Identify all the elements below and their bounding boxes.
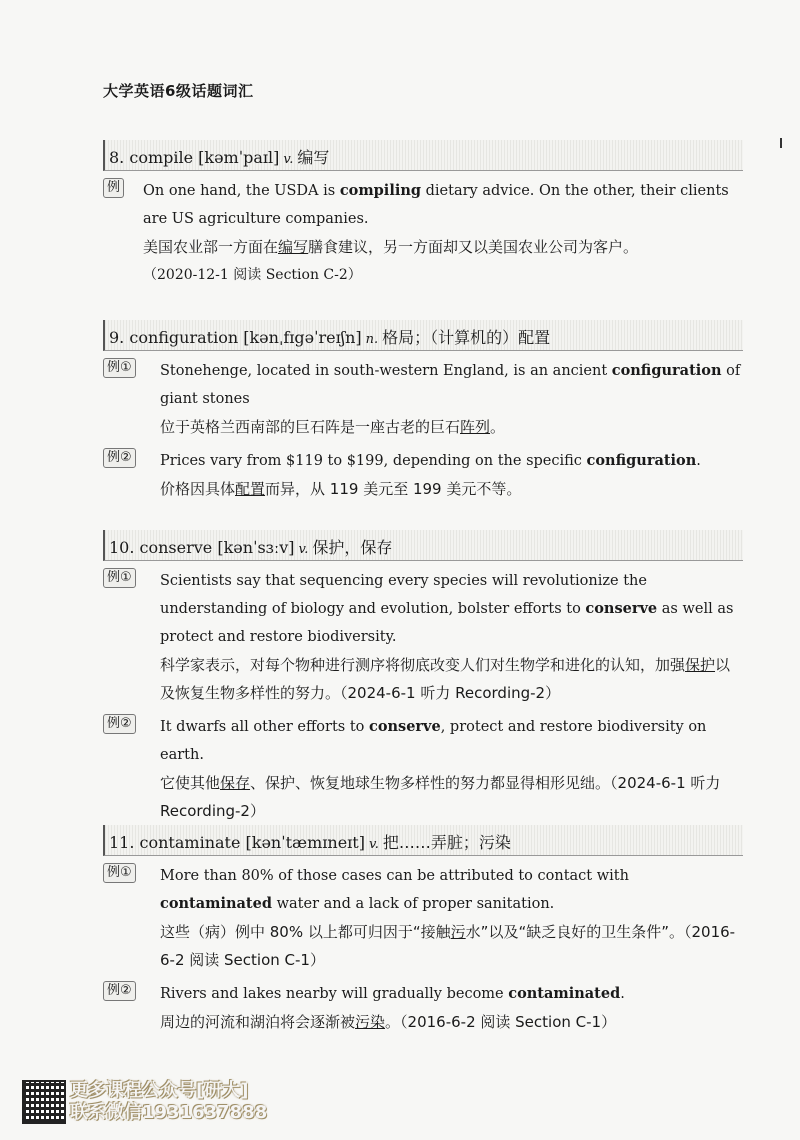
footer-line2: 联系微信1931637888: [70, 1102, 268, 1123]
example-chinese: [160, 918, 743, 974]
en-text: .: [696, 453, 701, 469]
zh-text: 膳食建议，另一方面却又以美国农业公司为客户。: [308, 238, 639, 256]
entry-heading-bar: [103, 825, 743, 856]
en-text: dietary advice. On the other, their clients are US agriculture companies.: [143, 183, 729, 227]
example-chinese: [160, 769, 743, 825]
part-of-speech: v.: [368, 837, 379, 852]
example-english: [160, 567, 743, 651]
vocab-entry: [103, 320, 743, 503]
zh-text: 价格因具体: [160, 480, 236, 498]
en-text: .: [620, 986, 625, 1002]
example: [103, 862, 743, 974]
zh-text: 周边的河流和湖泊将会逐渐被: [160, 1013, 356, 1031]
zh-text: 。（2016-6-2 阅读 Section C-1）: [385, 1013, 617, 1031]
example-tag: 例②: [103, 448, 136, 468]
example-english: [160, 357, 743, 413]
headword: 8. compile [kəmˈpaɪl]: [109, 148, 280, 167]
meaning: 编写: [297, 148, 330, 167]
page-header: 大学英语6级话题词汇: [103, 82, 254, 100]
example-tag: 例: [103, 178, 124, 198]
en-text: Stonehenge, located in south-western England, is an ancient: [160, 363, 612, 379]
example: [103, 567, 743, 707]
example: [103, 177, 743, 289]
keyword: configuration: [586, 452, 697, 469]
zh-keyword: 编写: [278, 238, 309, 256]
keyword: contaminated: [508, 985, 621, 1002]
vocab-entry: [103, 140, 743, 289]
footer-watermark: [22, 1080, 267, 1124]
example-tag: 例①: [103, 863, 136, 883]
example-tag: 例①: [103, 358, 136, 378]
zh-text: 科学家表示，对每个物种进行测序将彻底改变人们对生物学和进化的认知，加强: [160, 656, 686, 674]
zh-text: 而异，从 119 美元至 199 美元不等。: [265, 480, 522, 498]
vocab-entry: [103, 825, 743, 1036]
en-text: It dwarfs all other efforts to: [160, 719, 369, 735]
zh-text: 这些（病）例中 80% 以上都可归因于“接触: [160, 923, 451, 941]
example-english: [160, 980, 743, 1008]
example-chinese: [160, 413, 743, 441]
margin-mark: [780, 138, 782, 148]
zh-text: 水”以及“缺乏良好的卫生条件”。（2016-6-2 阅读 Section C-1）: [160, 923, 736, 969]
meaning: 格局；（计算机的）配置: [382, 328, 551, 347]
keyword: contaminated: [160, 895, 272, 912]
entry-heading-bar: [103, 530, 743, 561]
part-of-speech: n.: [365, 332, 379, 347]
example-english: [160, 862, 743, 918]
example-tag: 例②: [103, 981, 136, 1001]
en-text: as well as protect and restore biodiversity.: [160, 601, 734, 645]
footer-line1: 更多课程公众号[研大]: [70, 1080, 249, 1101]
entry-heading-bar: [103, 320, 743, 351]
entry-heading-bar: [103, 140, 743, 171]
meaning: 把……弄脏；污染: [382, 833, 511, 852]
example-english: [143, 177, 743, 233]
zh-text: 它使其他: [160, 774, 221, 792]
keyword: configuration: [611, 362, 722, 379]
zh-text: 位于英格兰西南部的巨石阵是一座古老的巨石: [160, 418, 461, 436]
headword: 11. contaminate [kənˈtæmɪneɪt]: [109, 833, 365, 852]
zh-keyword: 保存: [220, 774, 251, 792]
part-of-speech: v.: [283, 152, 294, 167]
part-of-speech: v.: [298, 542, 309, 557]
example-tag: 例②: [103, 714, 136, 734]
zh-keyword: 阵列: [460, 418, 491, 436]
headword: 10. conserve [kənˈsɜːv]: [109, 538, 295, 557]
keyword: conserve: [585, 600, 658, 617]
zh-text: 以及恢复生物多样性的努力。（2024-6-1 听力 Recording-2）: [160, 656, 731, 702]
example: [103, 980, 743, 1036]
en-text: , protect and restore biodiversity on earth.: [160, 719, 707, 763]
zh-keyword: 污: [450, 923, 466, 941]
en-text: Scientists say that sequencing every species will revolutionize the understanding of biology and evolution, bolster efforts to: [160, 573, 647, 617]
en-text: On one hand, the USDA is: [143, 183, 340, 199]
zh-keyword: 污染: [355, 1013, 386, 1031]
example-english: [160, 713, 743, 769]
vocab-entry: [103, 530, 743, 825]
headword: 9. configuration [kənˌfɪgəˈreɪʃn]: [109, 328, 362, 347]
en-text: Rivers and lakes nearby will gradually become: [160, 986, 509, 1002]
example-english: [160, 447, 743, 475]
en-text: More than 80% of those cases can be attributed to contact with: [160, 868, 629, 884]
example: [103, 447, 743, 503]
example: [103, 713, 743, 825]
keyword: conserve: [368, 718, 441, 735]
qr-code-icon: [22, 1080, 66, 1124]
zh-text: 、保护、恢复地球生物多样性的努力都显得相形见绌。（2024-6-1 听力 Recording-2）: [160, 774, 721, 820]
example-chinese: [160, 651, 743, 707]
example-chinese: [160, 1008, 743, 1036]
example: [103, 357, 743, 441]
zh-keyword: 保护: [685, 656, 716, 674]
example-chinese: [143, 233, 743, 261]
zh-text: 美国农业部一方面在: [143, 238, 279, 256]
keyword: compiling: [339, 182, 422, 199]
zh-text: 。: [490, 418, 506, 436]
zh-keyword: 配置: [235, 480, 266, 498]
en-text: Prices vary from $119 to $199, depending on the specific: [160, 453, 587, 469]
en-text: water and a lack of proper sanitation.: [272, 896, 555, 912]
example-source: （2020-12-1 阅读 Section C-2）: [143, 267, 362, 283]
en-text: of giant stones: [160, 363, 741, 407]
example-tag: 例①: [103, 568, 136, 588]
meaning: 保护，保存: [312, 538, 393, 557]
example-chinese: [160, 475, 743, 503]
